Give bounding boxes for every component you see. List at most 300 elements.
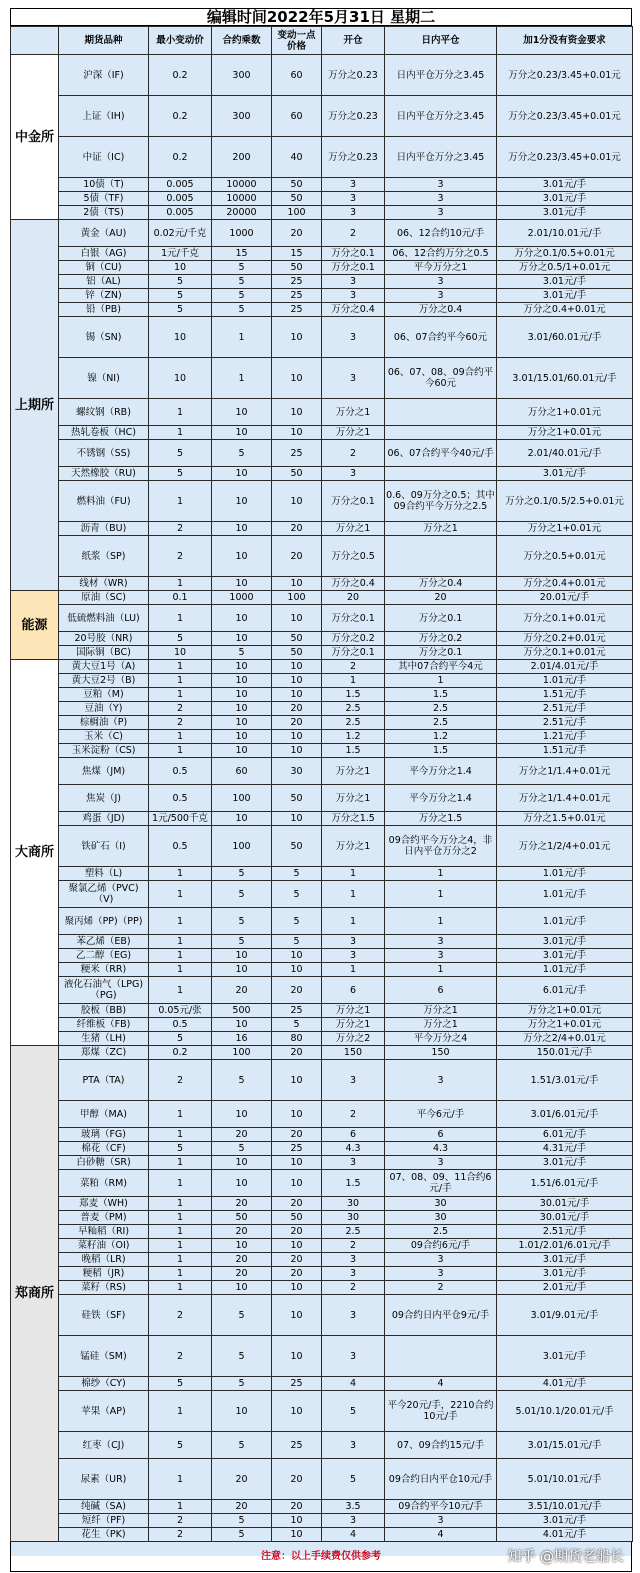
cell-open: 万分之0.1 [322,646,385,660]
cell-point-value: 50 [272,785,322,812]
cell-intraday-close: 3 [385,289,497,303]
cell-plus-fee: 万分之0.1/0.5+0.01元 [497,247,633,261]
cell-plus-fee: 3.01元/手 [497,206,633,220]
cell-multiplier: 20 [212,977,272,1004]
cell-plus-fee: 万分之1+0.01元 [497,426,633,440]
sheet-title: 编辑时间2022年5月31日 星期二 [10,8,632,26]
cell-intraday-close: 2 [385,1281,497,1295]
cell-variety: 玉米淀粉（CS) [59,744,149,758]
cell-multiplier: 20 [212,1267,272,1281]
cell-plus-fee: 4.01元/手 [497,1528,633,1542]
cell-open: 万分之1 [322,758,385,785]
cell-plus-fee: 3.01元/手 [497,178,633,192]
cell-intraday-close: 万分之0.1 [385,646,497,660]
cell-point-value: 5 [272,867,322,881]
cell-plus-fee: 4.01元/手 [497,1377,633,1391]
cell-intraday-close: 平今6元/手 [385,1101,497,1128]
cell-intraday-close: 万分之0.4 [385,303,497,317]
cell-multiplier: 5 [212,1142,272,1156]
cell-open: 万分之0.1 [322,481,385,522]
cell-variety: 聚丙烯（PP)（PP) [59,908,149,935]
cell-multiplier: 100 [212,826,272,867]
table-row [11,1018,633,1032]
cell-variety: 黄金（AU) [59,220,149,247]
table-row [11,1267,633,1281]
cell-open: 2 [322,220,385,247]
cell-open: 万分之1.5 [322,812,385,826]
cell-multiplier: 5 [212,1336,272,1377]
cell-open: 3 [322,206,385,220]
cell-variety: 生猪（LH) [59,1032,149,1046]
cell-point-value: 10 [272,1239,322,1253]
table-row [11,744,633,758]
cell-intraday-close: 万分之1 [385,522,497,536]
cell-open: 5 [322,1459,385,1500]
cell-multiplier: 5 [212,646,272,660]
cell-multiplier: 10 [212,949,272,963]
cell-point-value: 100 [272,591,322,605]
cell-open: 3 [322,358,385,399]
cell-point-value: 25 [272,1004,322,1018]
cell-multiplier: 10 [212,716,272,730]
cell-plus-fee: 万分之1+0.01元 [497,522,633,536]
fee-sheet [10,8,632,1565]
cell-intraday-close: 3 [385,206,497,220]
cell-point-value: 10 [272,481,322,522]
cell-point-value: 20 [272,1128,322,1142]
cell-multiplier: 10 [212,674,272,688]
cell-multiplier: 10 [212,605,272,632]
cell-min-tick: 5 [149,1142,212,1156]
cell-multiplier: 5 [212,1377,272,1391]
cell-min-tick: 1 [149,744,212,758]
table-row [11,881,633,908]
cell-intraday-close [385,467,497,481]
cell-min-tick: 1 [149,867,212,881]
cell-open: 3 [322,1432,385,1459]
cell-open: 3 [322,289,385,303]
cell-variety: 铜（CU) [59,261,149,275]
cell-open: 3 [322,1060,385,1101]
cell-min-tick: 1 [149,1156,212,1170]
cell-min-tick: 2 [149,536,212,577]
cell-multiplier: 10 [212,1239,272,1253]
cell-plus-fee: 万分之0.5+0.01元 [497,536,633,577]
table-row [11,1500,633,1514]
cell-min-tick: 1 [149,660,212,674]
table-row [11,275,633,289]
cell-plus-fee: 1.21元/手 [497,730,633,744]
cell-min-tick: 1 [149,1281,212,1295]
cell-point-value: 20 [272,1046,322,1060]
cell-plus-fee: 2.51元/手 [497,702,633,716]
cell-point-value: 20 [272,977,322,1004]
cell-open: 万分之0.23 [322,137,385,178]
header-point-value: 变动一点价格 [272,27,322,55]
cell-variety: 白银（AG) [59,247,149,261]
table-row [11,977,633,1004]
table-row [11,688,633,702]
cell-multiplier: 5 [212,1514,272,1528]
cell-multiplier: 16 [212,1032,272,1046]
cell-plus-fee: 万分之0.23/3.45+0.01元 [497,55,633,96]
table-row [11,289,633,303]
cell-variety: 天然橡胶（RU) [59,467,149,481]
cell-min-tick: 1 [149,730,212,744]
cell-open: 万分之0.5 [322,536,385,577]
table-row [11,1528,633,1542]
cell-variety: 锌（ZN) [59,289,149,303]
cell-variety: 豆粕（M) [59,688,149,702]
cell-variety: 粳稻（JR) [59,1267,149,1281]
cell-variety: 2债（TS) [59,206,149,220]
cell-intraday-close: 万分之1 [385,1004,497,1018]
cell-open: 3 [322,192,385,206]
cell-intraday-close: 1 [385,963,497,977]
table-row [11,1156,633,1170]
cell-plus-fee: 万分之1/1.4+0.01元 [497,785,633,812]
cell-open: 1.2 [322,730,385,744]
cell-variety: 苹果（AP) [59,1391,149,1432]
table-row [11,317,633,358]
cell-intraday-close: 1 [385,881,497,908]
cell-plus-fee: 1.01元/手 [497,963,633,977]
cell-min-tick: 5 [149,1377,212,1391]
cell-min-tick: 1 [149,1500,212,1514]
cell-intraday-close: 平今20元/手，2210合约10元/手 [385,1391,497,1432]
table-row [11,935,633,949]
cell-point-value: 10 [272,1170,322,1197]
table-row [11,426,633,440]
fee-table [10,26,633,1542]
cell-multiplier: 10 [212,660,272,674]
cell-plus-fee: 3.01元/手 [497,1336,633,1377]
cell-min-tick: 0.005 [149,206,212,220]
cell-multiplier: 5 [212,1528,272,1542]
cell-plus-fee: 5.01/10.1/20.01元/手 [497,1391,633,1432]
header-intraday-close: 日内平仓 [385,27,497,55]
cell-plus-fee: 3.01元/手 [497,935,633,949]
cell-plus-fee: 30.01元/手 [497,1197,633,1211]
cell-multiplier: 10 [212,744,272,758]
cell-open: 万分之0.4 [322,303,385,317]
cell-min-tick: 1 [149,935,212,949]
cell-intraday-close: 06、12合约10元/手 [385,220,497,247]
cell-plus-fee: 2.01/4.01元/手 [497,660,633,674]
exchange-label: 上期所 [11,220,59,591]
cell-plus-fee: 万分之0.2+0.01元 [497,632,633,646]
cell-intraday-close: 万分之0.2 [385,632,497,646]
table-row [11,1060,633,1101]
table-row [11,358,633,399]
table-row [11,674,633,688]
cell-plus-fee: 3.01/15.01/60.01元/手 [497,358,633,399]
cell-point-value: 10 [272,949,322,963]
cell-open: 1 [322,908,385,935]
cell-point-value: 50 [272,467,322,481]
cell-open: 万分之1 [322,522,385,536]
cell-multiplier: 10 [212,812,272,826]
cell-plus-fee: 万分之0.1/0.5/2.5+0.01元 [497,481,633,522]
cell-open: 万分之0.1 [322,261,385,275]
cell-intraday-close: 07、08、09、11合约6元/手 [385,1170,497,1197]
header-open: 开仓 [322,27,385,55]
cell-variety: 纤维板（FB) [59,1018,149,1032]
cell-min-tick: 1 [149,949,212,963]
cell-multiplier: 10 [212,963,272,977]
cell-point-value: 40 [272,137,322,178]
cell-min-tick: 0.02元/千克 [149,220,212,247]
cell-intraday-close: 06、07合约平今60元 [385,317,497,358]
table-row [11,467,633,481]
table-row [11,1128,633,1142]
cell-plus-fee: 3.01元/手 [497,1267,633,1281]
cell-variety: PTA（TA) [59,1060,149,1101]
table-row [11,303,633,317]
cell-intraday-close: 其中07合约平今4元 [385,660,497,674]
cell-variety: 苯乙烯（EB) [59,935,149,949]
cell-variety: 菜籽（RS) [59,1281,149,1295]
cell-plus-fee: 6.01元/手 [497,1128,633,1142]
cell-min-tick: 1 [149,908,212,935]
cell-min-tick: 0.2 [149,55,212,96]
cell-variety: 鸡蛋（JD) [59,812,149,826]
cell-point-value: 20 [272,702,322,716]
cell-multiplier: 10 [212,702,272,716]
cell-point-value: 5 [272,935,322,949]
cell-open: 150 [322,1046,385,1060]
cell-variety: 热轧卷板（HC) [59,426,149,440]
cell-multiplier: 5 [212,289,272,303]
cell-min-tick: 1 [149,977,212,1004]
cell-plus-fee: 1.51元/手 [497,744,633,758]
cell-min-tick: 0.005 [149,192,212,206]
table-row [11,261,633,275]
cell-plus-fee: 3.01元/手 [497,467,633,481]
cell-intraday-close: 2.5 [385,1225,497,1239]
cell-point-value: 10 [272,1336,322,1377]
cell-multiplier: 10 [212,467,272,481]
cell-min-tick: 1 [149,399,212,426]
cell-plus-fee: 万分之0.4+0.01元 [497,303,633,317]
table-row [11,206,633,220]
table-row [11,646,633,660]
cell-plus-fee: 1.01元/手 [497,908,633,935]
cell-variety: 菜粕（RM) [59,1170,149,1197]
table-row [11,96,633,137]
cell-point-value: 50 [272,1211,322,1225]
cell-variety: 黄大豆2号（B) [59,674,149,688]
cell-multiplier: 20 [212,1225,272,1239]
cell-variety: 胶板（BB) [59,1004,149,1018]
cell-min-tick: 0.2 [149,137,212,178]
cell-min-tick: 2 [149,1060,212,1101]
cell-min-tick: 2 [149,522,212,536]
cell-point-value: 5 [272,881,322,908]
cell-multiplier: 10 [212,1281,272,1295]
cell-open: 5 [322,1391,385,1432]
cell-plus-fee: 3.01/15.01元/手 [497,1432,633,1459]
table-row [11,536,633,577]
cell-plus-fee: 3.01/6.01元/手 [497,1101,633,1128]
cell-plus-fee: 2.01元/手 [497,1281,633,1295]
cell-open: 3 [322,1514,385,1528]
table-row [11,1004,633,1018]
cell-plus-fee: 2.01/40.01元/手 [497,440,633,467]
cell-variety: 上证（IH) [59,96,149,137]
cell-variety: 原油（SC) [59,591,149,605]
table-row [11,716,633,730]
cell-open: 3 [322,1267,385,1281]
cell-min-tick: 0.005 [149,178,212,192]
cell-variety: 白砂糖（SR) [59,1156,149,1170]
cell-intraday-close: 3 [385,1156,497,1170]
cell-multiplier: 5 [212,867,272,881]
cell-point-value: 10 [272,1101,322,1128]
cell-multiplier: 10000 [212,178,272,192]
cell-open: 30 [322,1197,385,1211]
table-row [11,178,633,192]
cell-point-value: 60 [272,55,322,96]
cell-variety: 不锈钢（SS) [59,440,149,467]
cell-min-tick: 1 [149,426,212,440]
cell-intraday-close: 3 [385,949,497,963]
cell-variety: 乙二醇（EG) [59,949,149,963]
cell-variety: 甲醇（MA) [59,1101,149,1128]
cell-min-tick: 5 [149,275,212,289]
cell-intraday-close: 07、09合约15元/手 [385,1432,497,1459]
cell-point-value: 10 [272,1391,322,1432]
cell-point-value: 20 [272,1197,322,1211]
cell-variety: 玻璃（FG) [59,1128,149,1142]
cell-variety: 黄大豆1号（A) [59,660,149,674]
cell-multiplier: 10 [212,522,272,536]
cell-min-tick: 1 [149,674,212,688]
cell-variety: 焦煤（JM) [59,758,149,785]
cell-min-tick: 1 [149,1211,212,1225]
cell-intraday-close: 30 [385,1197,497,1211]
cell-multiplier: 100 [212,1046,272,1060]
cell-intraday-close: 0.6、09万分之0.5；其中09合约平今万分之2.5 [385,481,497,522]
cell-intraday-close: 平今万分之4 [385,1032,497,1046]
cell-min-tick: 5 [149,440,212,467]
cell-open: 万分之1 [322,426,385,440]
cell-plus-fee: 万分之0.23/3.45+0.01元 [497,96,633,137]
cell-variety: 尿素（UR) [59,1459,149,1500]
cell-variety: 液化石油气（LPG)（PG) [59,977,149,1004]
cell-intraday-close [385,1336,497,1377]
cell-intraday-close: 平今万分之1.4 [385,758,497,785]
table-row [11,440,633,467]
table-row [11,1391,633,1432]
cell-intraday-close: 20 [385,591,497,605]
cell-point-value: 10 [272,1281,322,1295]
cell-plus-fee: 万分之1/2/4+0.01元 [497,826,633,867]
cell-plus-fee: 3.01元/手 [497,1253,633,1267]
table-row [11,1295,633,1336]
cell-min-tick: 1 [149,1391,212,1432]
cell-open: 3 [322,949,385,963]
cell-open: 万分之1 [322,1018,385,1032]
cell-intraday-close: 09合约日内平仓9元/手 [385,1295,497,1336]
cell-open: 4.3 [322,1142,385,1156]
cell-variety: 聚氯乙烯（PVC)（V) [59,881,149,908]
cell-plus-fee: 万分之1+0.01元 [497,399,633,426]
cell-plus-fee: 2.51元/手 [497,1225,633,1239]
cell-plus-fee: 3.51/10.01元/手 [497,1500,633,1514]
cell-variety: 纯碱（SA) [59,1500,149,1514]
cell-variety: 硅铁（SF) [59,1295,149,1336]
cell-point-value: 20 [272,220,322,247]
table-row [11,785,633,812]
cell-min-tick: 0.2 [149,96,212,137]
cell-open: 3 [322,178,385,192]
cell-plus-fee: 3.01/9.01元/手 [497,1295,633,1336]
cell-multiplier: 5 [212,261,272,275]
cell-point-value: 10 [272,812,322,826]
cell-open: 2.5 [322,716,385,730]
cell-variety: 20号胶（NR) [59,632,149,646]
cell-point-value: 10 [272,426,322,440]
cell-point-value: 10 [272,1060,322,1101]
cell-variety: 螺纹钢（RB) [59,399,149,426]
exchange-label: 大商所 [11,660,59,1046]
table-row [11,1253,633,1267]
cell-multiplier: 300 [212,96,272,137]
cell-multiplier: 5 [212,1295,272,1336]
cell-point-value: 50 [272,826,322,867]
cell-open: 万分之0.1 [322,247,385,261]
cell-min-tick: 10 [149,358,212,399]
cell-point-value: 20 [272,1225,322,1239]
cell-variety: 镍（NI) [59,358,149,399]
table-row [11,1239,633,1253]
table-row [11,730,633,744]
cell-min-tick: 1 [149,1253,212,1267]
cell-min-tick: 1 [149,881,212,908]
table-row [11,1459,633,1500]
cell-open: 4 [322,1377,385,1391]
cell-variety: 豆油（Y) [59,702,149,716]
cell-open: 1 [322,963,385,977]
cell-multiplier: 5 [212,908,272,935]
cell-min-tick: 2 [149,1295,212,1336]
table-row [11,812,633,826]
cell-plus-fee: 3.01元/手 [497,1156,633,1170]
cell-point-value: 50 [272,632,322,646]
table-row [11,55,633,96]
cell-point-value: 10 [272,674,322,688]
cell-open: 万分之0.2 [322,632,385,646]
cell-open: 3 [322,935,385,949]
header-variety: 期货品种 [59,27,149,55]
cell-point-value: 10 [272,744,322,758]
exchange-label: 能源 [11,591,59,660]
cell-variety: 铅（PB) [59,303,149,317]
watermark: 知乎 @期货老船长 [507,1549,624,1565]
cell-multiplier: 20 [212,1128,272,1142]
cell-intraday-close: 4.3 [385,1142,497,1156]
cell-point-value: 20 [272,1267,322,1281]
cell-open: 3.5 [322,1500,385,1514]
cell-multiplier: 1 [212,358,272,399]
table-row [11,1336,633,1377]
cell-point-value: 60 [272,96,322,137]
cell-point-value: 10 [272,1295,322,1336]
cell-point-value: 50 [272,646,322,660]
cell-variety: 郑煤（ZC) [59,1046,149,1060]
cell-intraday-close: 30 [385,1211,497,1225]
